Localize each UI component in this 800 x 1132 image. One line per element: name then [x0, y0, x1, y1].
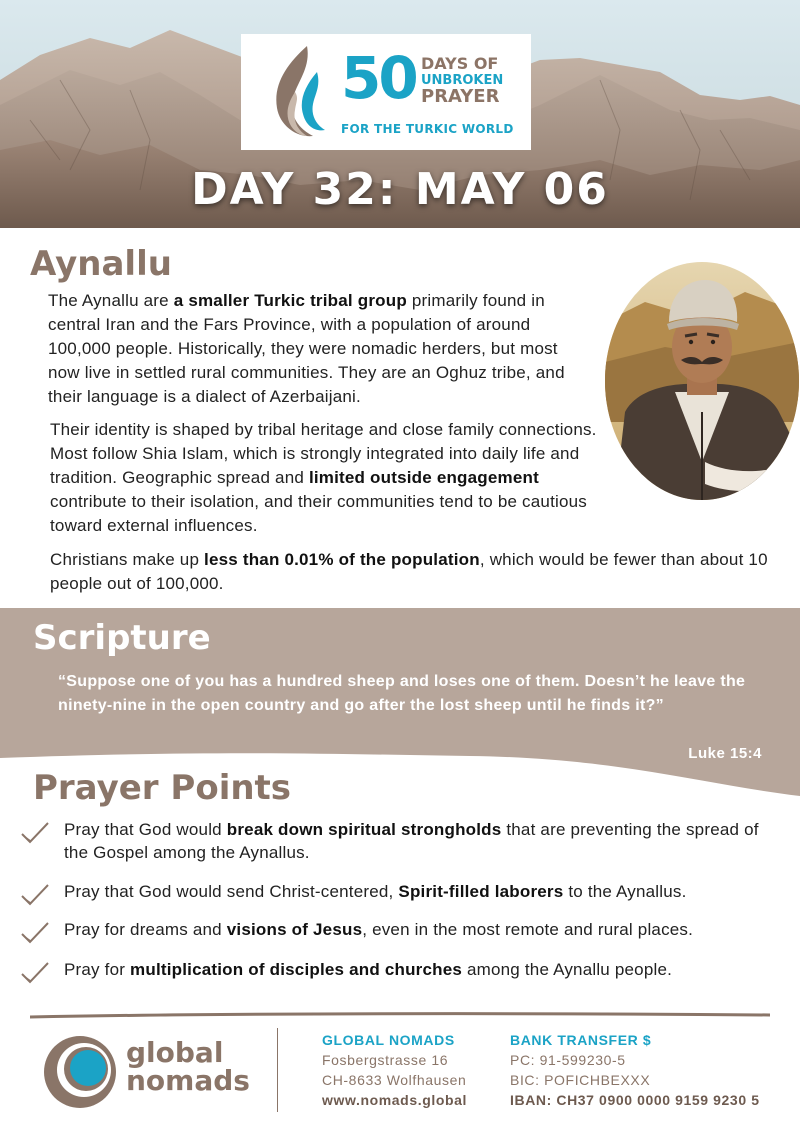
text-run: Their identity is shaped by tribal heritage and close family connections. Most follow Shia Islam, which is strongly integrated into daily life and tradition. Geographic spread and — [50, 420, 597, 487]
footer-vertical-divider — [277, 1028, 278, 1112]
bank-pc: PC: 91-599230-5 — [510, 1052, 626, 1068]
intro-paragraph — [48, 289, 593, 409]
text-run: , which would be fewer than about 10 people out of 100,000. — [50, 550, 768, 593]
emphasis-text: Spirit-filled laborers — [398, 882, 564, 901]
emphasis-text: break down spiritual strongholds — [226, 820, 502, 839]
logo-number: 50 — [341, 44, 416, 112]
text-run: primarily found in central Iran and the Fars Province, with a population of around 100,000 people. Historically, they were nomadic herders, but most now live in settled rural communities. They are an Oghuz tribe, and their language is a dialect of Azerbaijani. — [48, 291, 565, 406]
christian-stats-paragraph — [50, 548, 770, 596]
prayer-item — [20, 918, 760, 941]
contact-city: CH-8633 Wolfhausen — [322, 1072, 467, 1088]
checkmark-icon — [20, 882, 50, 908]
text-run: Pray for dreams and — [64, 920, 227, 939]
contact-street: Fosbergstrasse 16 — [322, 1052, 449, 1068]
text-run: among the Aynallu people. — [462, 960, 673, 979]
text-run: that are preventing the spread of the Gospel among the Aynallus. — [64, 820, 759, 862]
prayer-points-title: Prayer Points — [33, 768, 292, 808]
scripture-quote: “Suppose one of you has a hundred sheep and loses one of them. Doesn’t he leave the ninety-nine in the open country and go after the lost sheep until he finds it?” — [58, 673, 746, 714]
website-link[interactable]: www.nomads.global — [322, 1092, 468, 1108]
brand-name-line-2: nomads — [126, 1064, 250, 1097]
scripture-title: Scripture — [33, 618, 211, 658]
text-run: , even in the most remote and rural places. — [362, 920, 694, 939]
logo-line-1: DAYS OF — [421, 54, 499, 73]
people-group-title: Aynallu — [30, 244, 172, 284]
bank-bic: BIC: POFICHBEXXX — [510, 1072, 651, 1088]
text-run: contribute to their isolation, and their communities tend to be cautious toward external influences. — [50, 492, 587, 535]
logo-line-2: UNBROKEN — [421, 73, 504, 88]
flame-icon — [267, 42, 331, 142]
day-title: DAY 32: MAY 06 — [191, 164, 609, 215]
bank-iban: IBAN: CH37 0900 0000 9159 9230 5 — [510, 1092, 760, 1108]
bank-heading: BANK TRANSFER $ — [510, 1032, 652, 1048]
text-run: Pray for — [64, 960, 131, 979]
emphasis-text: less than 0.01% of the population — [204, 550, 480, 569]
campaign-logo — [241, 34, 531, 150]
prayer-item — [20, 958, 760, 981]
emphasis-text: multiplication of disciples and churches — [130, 960, 463, 979]
emphasis-text: a smaller Turkic tribal group — [173, 291, 407, 310]
contact-heading: GLOBAL NOMADS — [322, 1032, 455, 1048]
prayer-item — [20, 880, 760, 903]
scripture-reference: Luke 15:4 — [688, 745, 762, 762]
header-banner — [0, 0, 800, 228]
portrait-illustration — [605, 262, 799, 500]
global-nomads-logo-icon — [40, 1032, 120, 1112]
prayer-item — [20, 818, 760, 864]
logo-tagline: FOR THE TURKIC WORLD — [341, 122, 514, 136]
text-run: to the Aynallus. — [563, 882, 687, 901]
checkmark-icon — [20, 820, 50, 846]
footer-divider-line — [30, 1012, 770, 1020]
checkmark-icon — [20, 960, 50, 986]
text-run: Christians make up — [50, 550, 205, 569]
portrait-photo — [605, 262, 799, 500]
emphasis-text: visions of Jesus — [226, 920, 363, 939]
bank-column — [510, 1030, 760, 1110]
brand-name-line-1: global — [126, 1036, 224, 1069]
text-run: Pray that God would — [64, 820, 227, 839]
logo-wordmark — [421, 56, 503, 106]
text-run: The Aynallu are — [48, 291, 174, 310]
text-run: Pray that God would send Christ-centered, — [64, 882, 399, 901]
checkmark-icon — [20, 920, 50, 946]
identity-paragraph — [50, 418, 620, 538]
contact-column — [322, 1030, 467, 1110]
logo-line-3: PRAYER — [421, 86, 500, 107]
emphasis-text: limited outside engagement — [308, 468, 539, 487]
